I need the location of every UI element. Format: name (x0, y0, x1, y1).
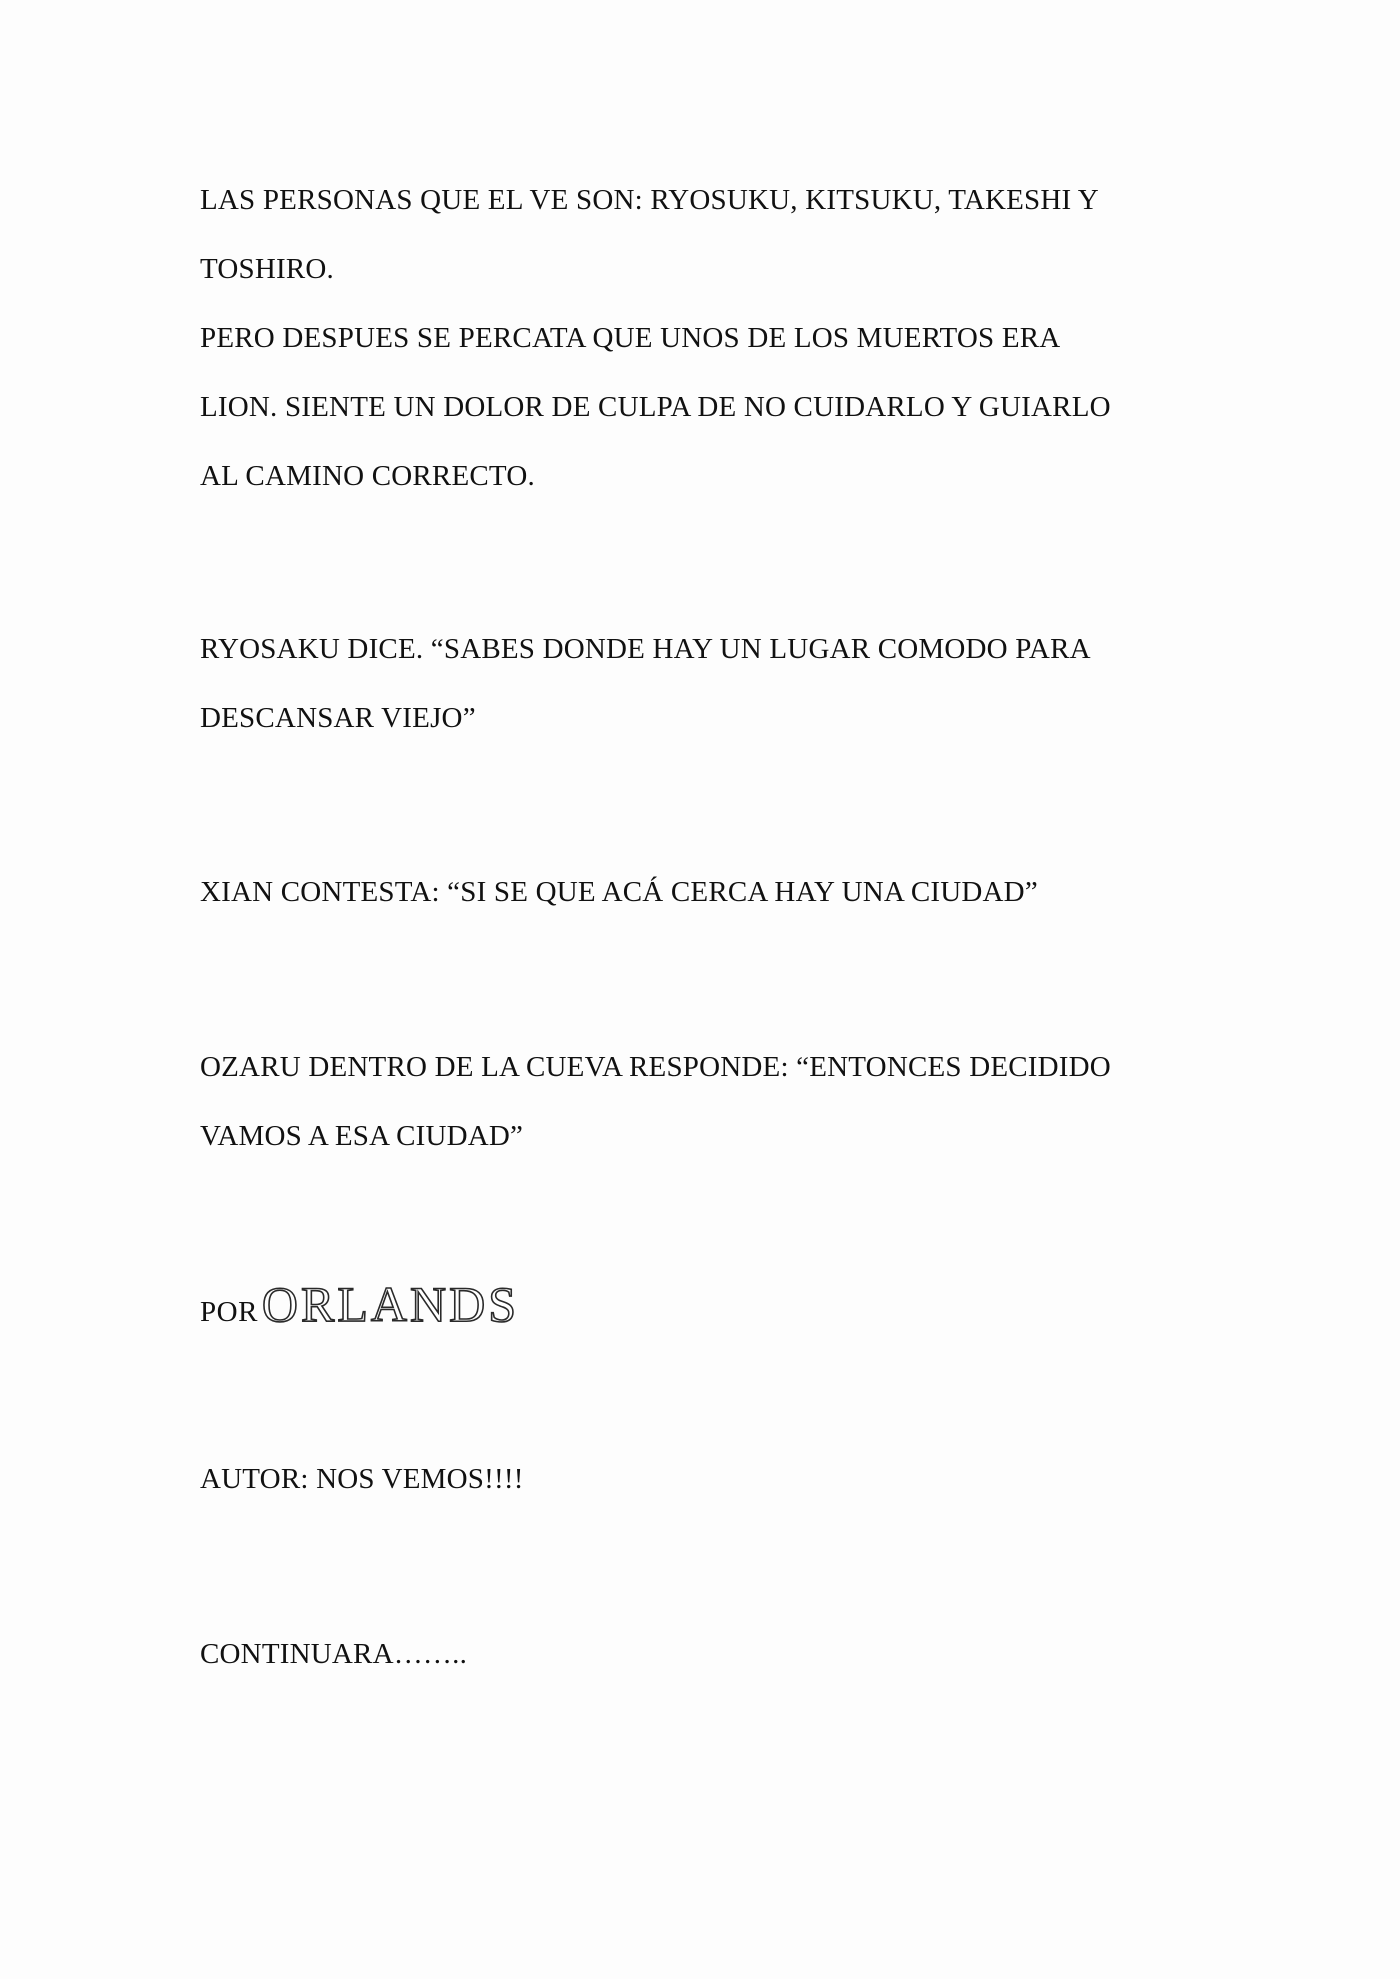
text-line: XIAN CONTESTA: “SI SE QUE ACÁ CERCA HAY UNA CIUDAD” (200, 876, 1038, 908)
author-signature (200, 1275, 519, 1333)
text-line: PERO DESPUES SE PERCATA QUE UNOS DE LOS MUERTOS ERA (200, 322, 1061, 354)
text-line: OZARU DENTRO DE LA CUEVA RESPONDE: “ENTONCES DECIDIDO (200, 1051, 1111, 1083)
text-line: TOSHIRO. (200, 253, 334, 285)
signature-name: ORLANDS (261, 1276, 520, 1332)
signature-prefix: POR (200, 1296, 258, 1328)
text-line: LAS PERSONAS QUE EL VE SON: RYOSUKU, KITSUKU, TAKESHI Y (200, 184, 1099, 216)
text-line: LION. SIENTE UN DOLOR DE CULPA DE NO CUIDARLO Y GUIARLO (200, 391, 1111, 423)
text-line: RYOSAKU DICE. “SABES DONDE HAY UN LUGAR COMODO PARA (200, 633, 1091, 665)
author-note: AUTOR: NOS VEMOS!!!! (200, 1463, 524, 1495)
text-line: AL CAMINO CORRECTO. (200, 460, 535, 492)
text-line: VAMOS A ESA CIUDAD” (200, 1120, 524, 1152)
to-be-continued: CONTINUARA…….. (200, 1638, 468, 1670)
text-line: DESCANSAR VIEJO” (200, 702, 476, 734)
